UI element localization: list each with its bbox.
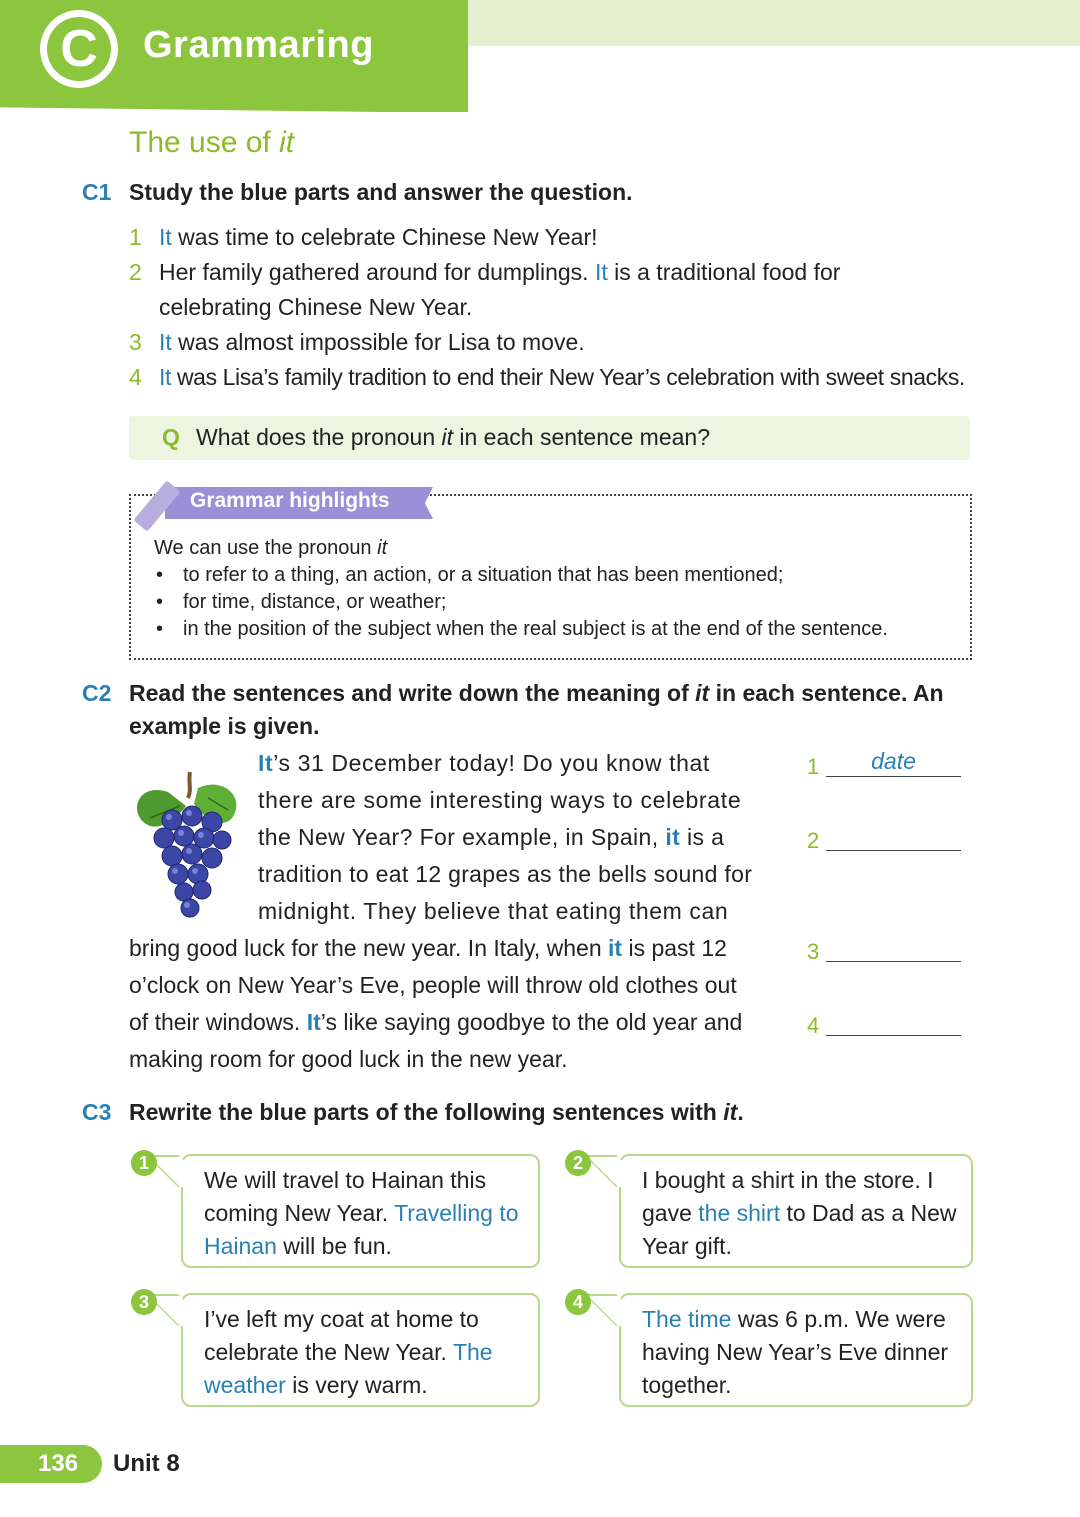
passage-line: bring good luck for the new year. In Italy, when it is past 12: [129, 935, 727, 961]
header-strip: [468, 0, 1080, 46]
bullet: •: [156, 564, 164, 586]
c1-instruction: Study the blue parts and answer the question.: [129, 179, 633, 205]
c1-label: C1: [82, 179, 112, 205]
passage-line: the New Year? For example, in Spain, it is a: [258, 824, 725, 850]
section-badge: C: [47, 17, 111, 81]
grammar-item: in the position of the subject when the real subject is at the end of the sentence.: [183, 618, 888, 640]
card-number-badge: 1: [131, 1150, 157, 1176]
lesson-subtitle: The use of it: [129, 126, 295, 159]
answer-number: 4: [807, 1013, 820, 1038]
bullet: •: [156, 618, 164, 640]
passage-line: It’s 31 December today! Do you know that: [258, 750, 710, 776]
c2-label: C2: [82, 680, 112, 706]
answer-number: 2: [807, 828, 820, 853]
answer-blank[interactable]: [826, 822, 961, 851]
answer-blank[interactable]: [826, 1007, 961, 1036]
grammar-item: for time, distance, or weather;: [183, 591, 447, 613]
grapes-image: [128, 762, 250, 924]
answer-blank[interactable]: [826, 933, 961, 962]
question-marker: Q: [162, 424, 180, 450]
c2-instruction: Read the sentences and write down the meaning of it in each sentence. An: [129, 680, 944, 706]
question-box: [129, 416, 970, 460]
grammar-item: to refer to a thing, an action, or a situation that has been mentioned;: [183, 564, 784, 586]
answer-number: 1: [807, 754, 820, 779]
card-text: We will travel to Hainan this coming New Year. Travelling to Hainan will be fun.: [204, 1167, 519, 1259]
unit-label: Unit 8: [113, 1450, 180, 1477]
answer-blank[interactable]: date: [826, 748, 961, 777]
section-title: Grammaring: [143, 24, 374, 66]
bullet: •: [156, 591, 164, 613]
card-text: The time was 6 p.m. We were having New Year’s Eve dinner together.: [642, 1306, 949, 1398]
card-number-badge: 3: [131, 1289, 157, 1315]
page-number: 136: [38, 1450, 79, 1477]
passage-line: tradition to eat 12 grapes as the bells sound for: [258, 861, 753, 887]
answer-number: 3: [807, 939, 820, 964]
question-text: What does the pronoun it in each sentence mean?: [196, 424, 711, 450]
grammar-intro: We can use the pronoun it: [154, 537, 388, 559]
card-number-badge: 4: [565, 1289, 591, 1315]
passage-line: o’clock on New Year’s Eve, people will throw old clothes out: [129, 972, 737, 998]
grammar-highlights-title: Grammar highlights: [190, 489, 390, 512]
c3-label: C3: [82, 1099, 112, 1125]
card-number-badge: 2: [565, 1150, 591, 1176]
passage-line: making room for good luck in the new year.: [129, 1046, 568, 1072]
passage-line: there are some interesting ways to celebrate: [258, 787, 742, 813]
card-text: I’ve left my coat at home to celebrate the New Year. The weather is very warm.: [204, 1306, 493, 1398]
card-text: I bought a shirt in the store. I gave the shirt to Dad as a New Year gift.: [642, 1167, 957, 1259]
c2-instruction-continuation: example is given.: [129, 713, 320, 739]
c3-instruction: Rewrite the blue parts of the following sentences with it.: [129, 1099, 744, 1125]
passage-line: midnight. They believe that eating them can: [258, 898, 729, 924]
passage-line: of their windows. It’s like saying goodbye to the old year and: [129, 1009, 743, 1035]
